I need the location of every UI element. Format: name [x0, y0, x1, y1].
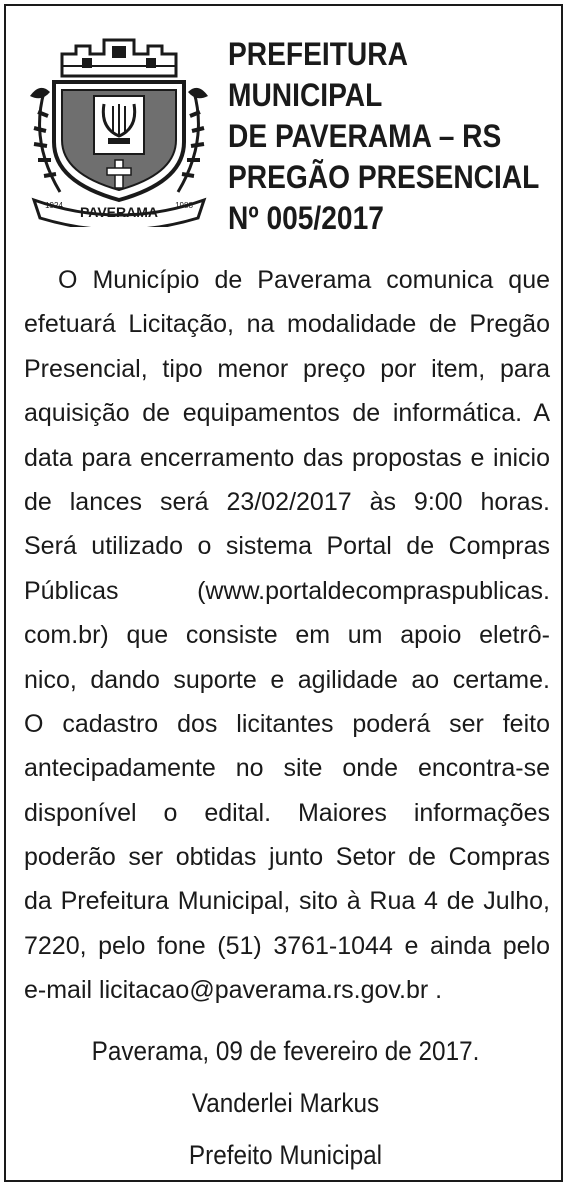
body-line: da Prefeitura Municipal, sito à Rua 4 de Julho, [24, 887, 550, 916]
place-and-date: Paverama, 09 de fevereiro de 2017. [91, 1036, 480, 1066]
body-line: Presencial, tipo menor preço por item, para [24, 354, 550, 383]
body-line: data para encerramento das propostas e inicio [24, 443, 550, 472]
body-line: efetuará Licitação, na modalidade de Pregão [24, 310, 550, 339]
crest-banner-text: PAVERAMA [79, 204, 159, 220]
title-line: PREFEITURA [228, 36, 408, 72]
body-line: de lances será 23/02/2017 às 9:00 horas. [24, 487, 550, 516]
coat-of-arms-icon [24, 32, 214, 227]
body-line: com.br) que consiste em um apoio eletrô- [24, 621, 550, 650]
body-line: nico, dando suporte e agilidade ao certame. [24, 665, 550, 694]
notice-title [228, 34, 540, 239]
body-line: 7220, pelo fone (51) 3761-1044 e ainda pelo [24, 931, 550, 960]
body-line: Públicas (www.portaldecompraspublicas. [24, 576, 550, 605]
crest-year-right: 1988 [175, 201, 193, 210]
title-line: Nº 005/2017 [228, 200, 384, 236]
body-line: O cadastro dos licitantes poderá ser feito [24, 709, 550, 738]
signatory-name: Vanderlei Markus [191, 1088, 380, 1118]
body-line: O Município de Paverama comunica que [58, 266, 550, 294]
body-line: poderão ser obtidas junto Setor de Compras [24, 843, 550, 872]
signatory-role: Prefeito Municipal [188, 1140, 383, 1170]
body-line: aquisição de equipamentos de informática. A [24, 399, 550, 428]
notice-body [24, 258, 550, 1013]
public-notice [4, 4, 563, 1182]
title-line: PREGÃO PRESENCIAL [228, 159, 540, 195]
body-line: disponível o edital. Maiores informações [24, 798, 550, 827]
title-line: DE PAVERAMA – RS [228, 118, 502, 154]
crest-year-left: 1924 [45, 201, 63, 210]
body-line: antecipadamente no site onde encontra-se [24, 754, 550, 783]
body-line: Será utilizado o sistema Portal de Compras [24, 532, 550, 561]
body-line: e-mail licitacao@paverama.rs.gov.br . [24, 976, 443, 1005]
title-line: MUNICIPAL [228, 77, 383, 113]
